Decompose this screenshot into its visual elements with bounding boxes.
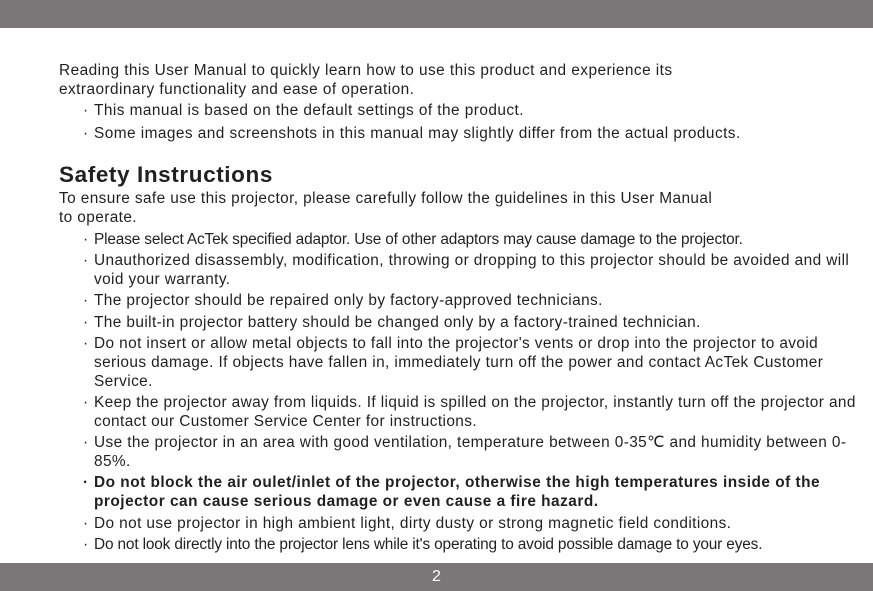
safety-item <box>59 393 859 431</box>
intro-section <box>59 61 849 147</box>
safety-section <box>59 189 859 556</box>
bullet-dot-icon: · <box>83 514 89 532</box>
safety-item-text: Do not block the air oulet/inlet of the projector, otherwise the high temperatures inside of the projector can cause serious damage or even cause a fire hazard. <box>94 474 821 511</box>
safety-intro-line-1: To ensure safe use this projector, please carefully follow the guidelines in this User Manual <box>59 190 713 207</box>
header-bar <box>0 0 873 28</box>
section-title: Safety Instructions <box>59 162 273 187</box>
intro-bullet-list <box>59 101 849 143</box>
bullet-dot-icon: · <box>83 252 89 270</box>
footer-bar <box>0 563 873 591</box>
bullet-dot-icon: · <box>83 393 89 411</box>
bullet-dot-icon: · <box>83 535 88 553</box>
intro-bullet <box>59 101 849 120</box>
safety-item <box>59 433 859 471</box>
safety-item-warning <box>59 473 859 511</box>
safety-item-text: The built-in projector battery should be changed only by a factory-trained technician. <box>94 313 701 331</box>
safety-item-text: Do not look directly into the projector lens while it's operating to avoid possible damage to your eyes. <box>94 535 763 553</box>
safety-item-text: The projector should be repaired only by factory-approved technicians. <box>94 292 603 310</box>
bullet-dot-icon: · <box>83 125 89 142</box>
safety-item <box>59 291 859 310</box>
safety-item <box>59 535 859 554</box>
bullet-dot-icon: · <box>83 313 89 331</box>
safety-item-text: Please select AcTek specified adaptor. Use of other adaptors may cause damage to the projector. <box>94 231 743 248</box>
safety-item <box>59 230 859 249</box>
bullet-dot-icon: · <box>83 334 89 352</box>
intro-bullet-text: This manual is based on the default settings of the product. <box>94 102 524 119</box>
intro-text-line-1: Reading this User Manual to quickly learn how to use this product and experience its <box>59 62 673 79</box>
bullet-dot-icon: · <box>83 102 89 119</box>
safety-item <box>59 514 859 533</box>
intro-text-line-2: extraordinary functionality and ease of operation. <box>59 81 415 98</box>
safety-item <box>59 334 859 391</box>
bullet-dot-icon: · <box>83 292 89 310</box>
safety-intro-line-2: to operate. <box>59 209 137 226</box>
safety-item <box>59 251 859 289</box>
intro-bullet-text: Some images and screenshots in this manual may slightly differ from the actual products. <box>94 125 741 142</box>
safety-item-text: Do not use projector in high ambient light, dirty dusty or strong magnetic field conditions. <box>94 514 732 532</box>
safety-item-text: Keep the projector away from liquids. If liquid is spilled on the projector, instantly turn off the projector and contact our Customer Service Center for instructions. <box>94 393 856 430</box>
safety-item <box>59 313 859 332</box>
bullet-dot-icon: · <box>83 231 88 248</box>
bullet-dot-icon: · <box>83 474 89 492</box>
intro-bullet <box>59 124 849 143</box>
bullet-dot-icon: · <box>83 434 89 452</box>
safety-instruction-list <box>59 230 859 554</box>
safety-item-text: Do not insert or allow metal objects to fall into the projector's vents or drop into the projector to avoid serious damage. If objects have fallen in, immediately turn off the power and contact AcTek Customer Service. <box>94 334 824 390</box>
safety-item-text: Use the projector in an area with good ventilation, temperature between 0-35℃ and humidity between 0-85%. <box>94 434 847 471</box>
safety-item-text: Unauthorized disassembly, modification, throwing or dropping to this projector should be avoided and will void your warranty. <box>94 252 850 289</box>
page-number: 2 <box>432 568 441 585</box>
